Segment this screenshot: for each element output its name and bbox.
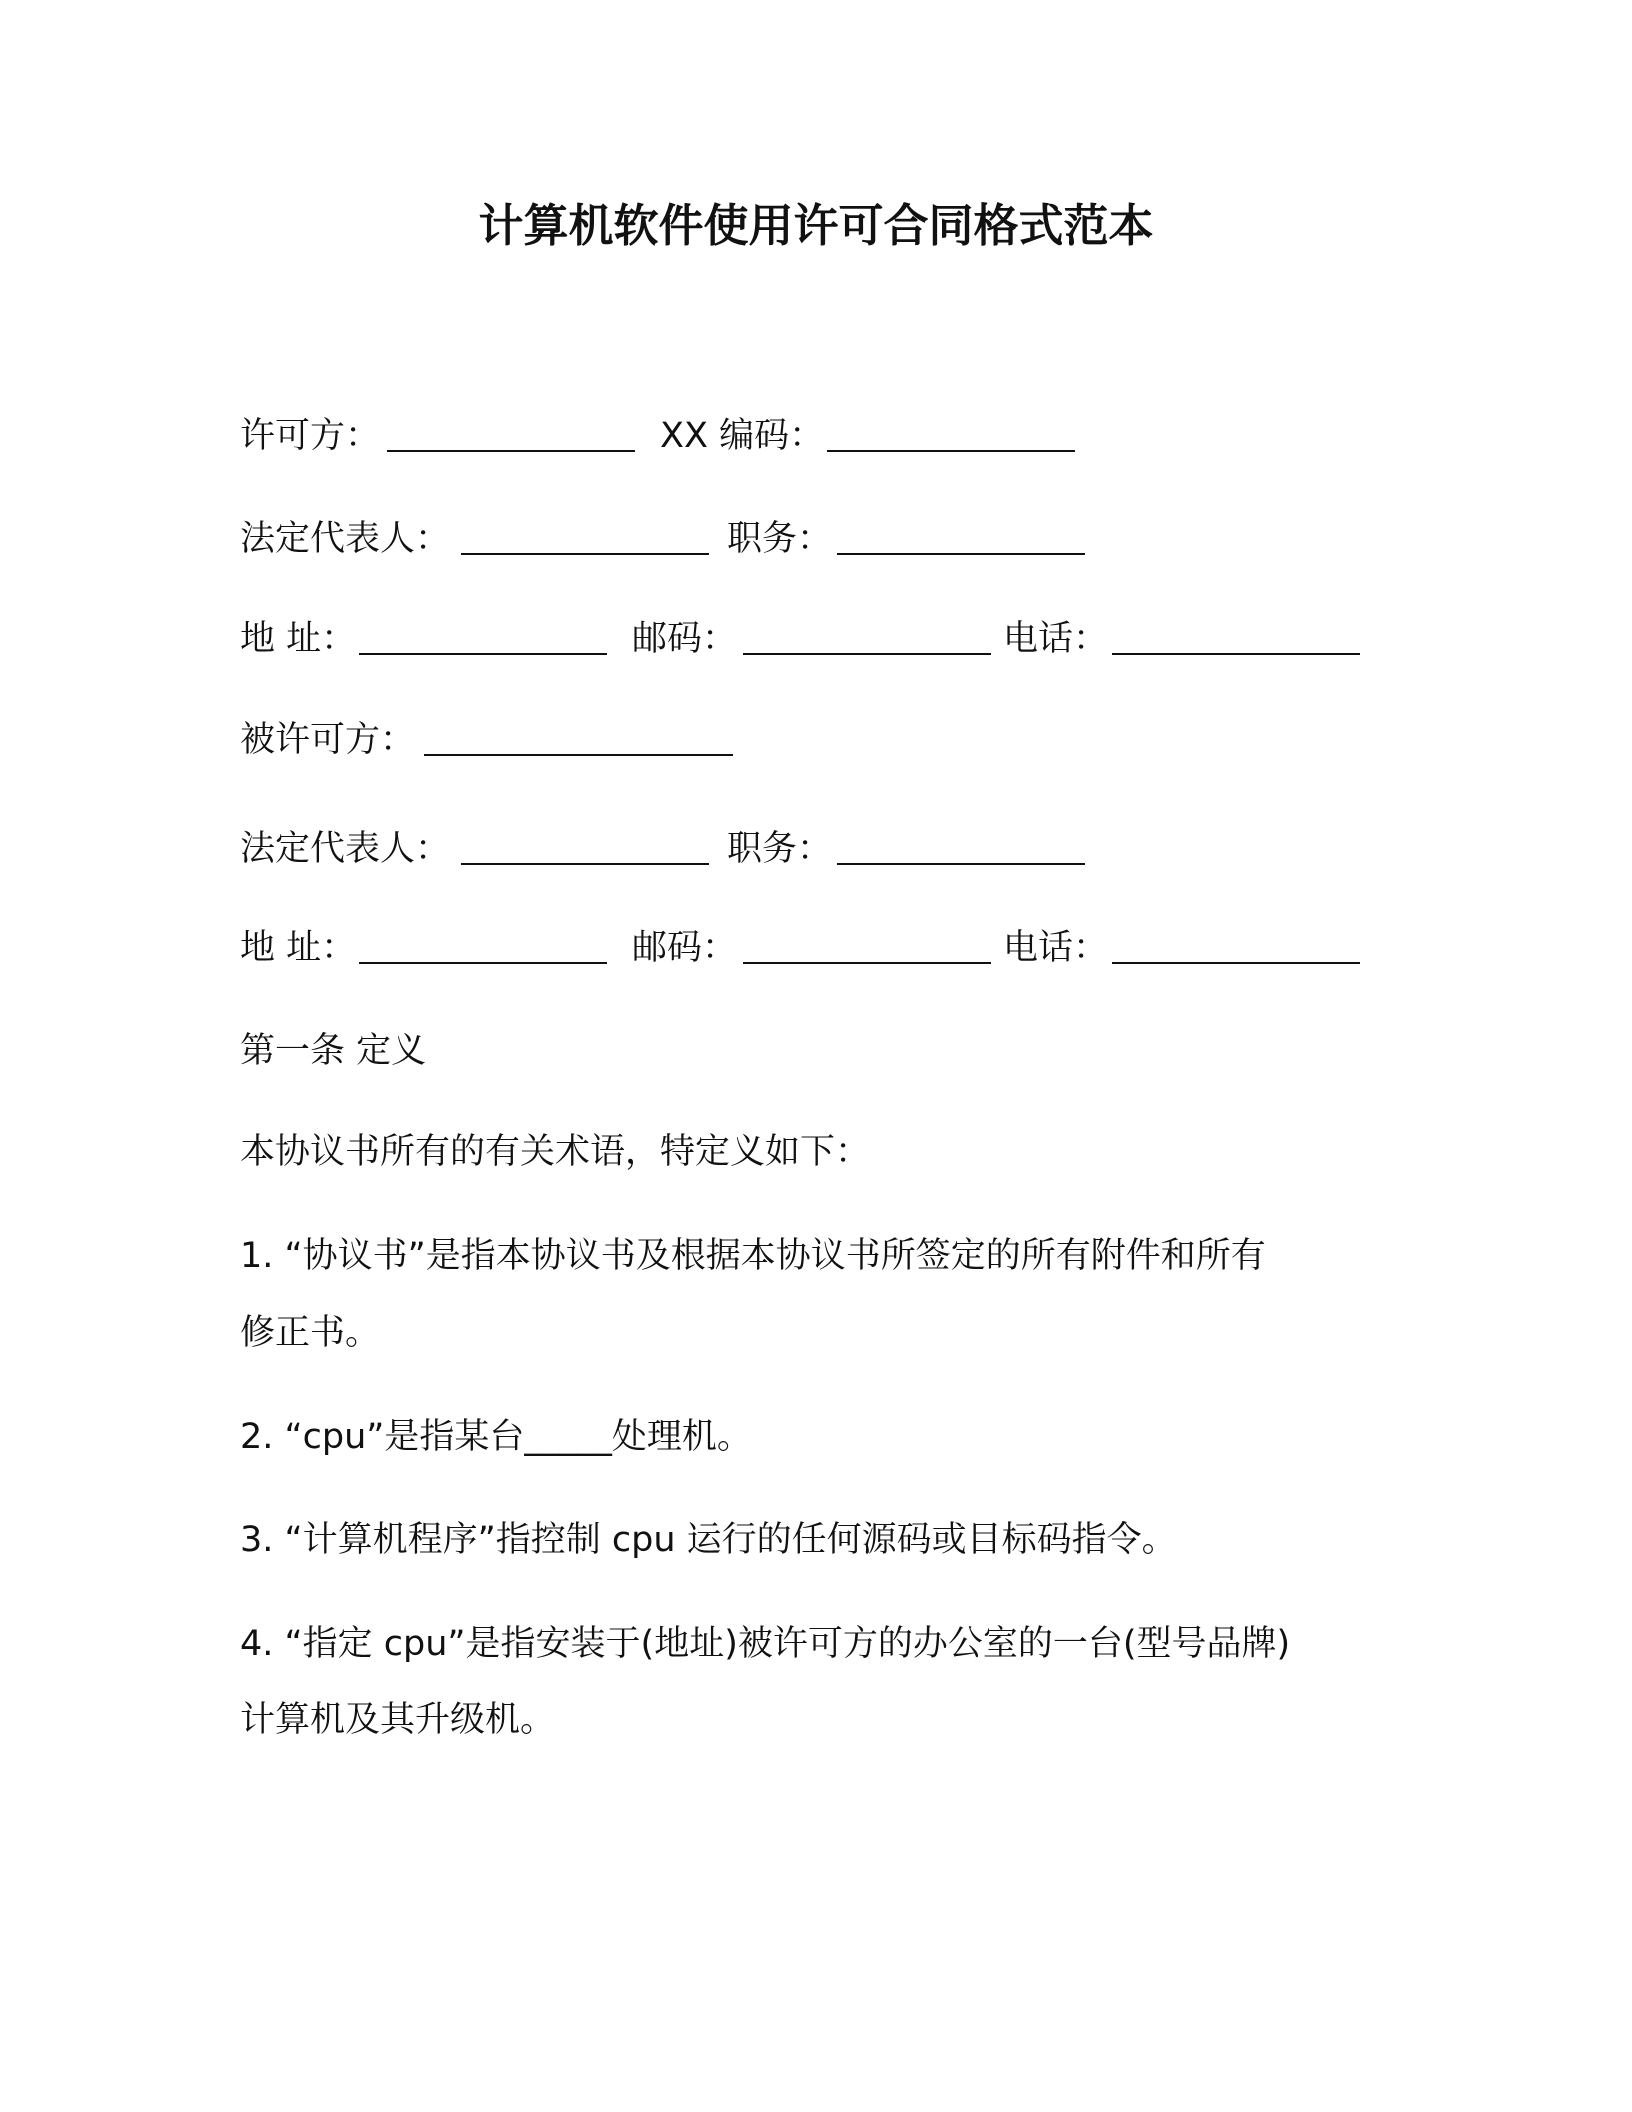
document-title: 计算机软件使用许可合同格式范本 [478,199,1154,252]
definition-item-3: 3. “计算机程序”指控制 cpu 运行的任何源码或目标码指令。 [240,1520,1177,1560]
definition-item-2: 2. “cpu”是指某台_____处理机。 [240,1417,752,1457]
licensor-name-label: 许可方： [240,416,381,456]
licensor-address-label: 地 址： [240,619,357,659]
licensee-rep-blank [461,863,709,865]
licensor-position-label: 职务： [727,519,833,559]
licensee-address-label: 地 址： [240,928,357,968]
licensor-postcode-label: 邮码： [632,619,738,659]
licensor-code-label: XX 编码： [660,416,825,456]
licensor-rep-blank [461,553,709,555]
licensor-rep-label: 法定代表人： [240,519,451,559]
licensee-name-blank [424,754,733,756]
article1-intro: 本协议书所有的有关术语，特定义如下： [240,1132,871,1172]
definition-item-1: 1. “协议书”是指本协议书及根据本协议书所签定的所有附件和所有 [240,1236,1266,1276]
definition-item-4: 4. “指定 cpu”是指安装于(地址)被许可方的办公室的一台(型号品牌) [240,1624,1291,1664]
licensor-name-blank [387,450,635,452]
licensee-address-blank [359,962,607,964]
licensee-postcode-blank [743,962,991,964]
definition-item-1-cont: 修正书。 [240,1313,381,1353]
licensor-phone-blank [1112,653,1360,655]
licensor-phone-label: 电话： [1003,619,1109,659]
licensee-name-label: 被许可方： [240,720,416,760]
licensor-address-blank [359,653,607,655]
licensor-postcode-blank [743,653,991,655]
licensor-position-blank [837,553,1085,555]
licensee-postcode-label: 邮码： [632,928,738,968]
licensor-code-blank [827,450,1075,452]
article1-heading: 第一条 定义 [240,1031,427,1071]
definition-item-4-cont: 计算机及其升级机。 [240,1700,556,1740]
licensee-rep-label: 法定代表人： [240,829,451,869]
licensee-phone-blank [1112,962,1360,964]
licensee-phone-label: 电话： [1003,928,1109,968]
licensee-position-blank [837,863,1085,865]
licensee-position-label: 职务： [727,829,833,869]
